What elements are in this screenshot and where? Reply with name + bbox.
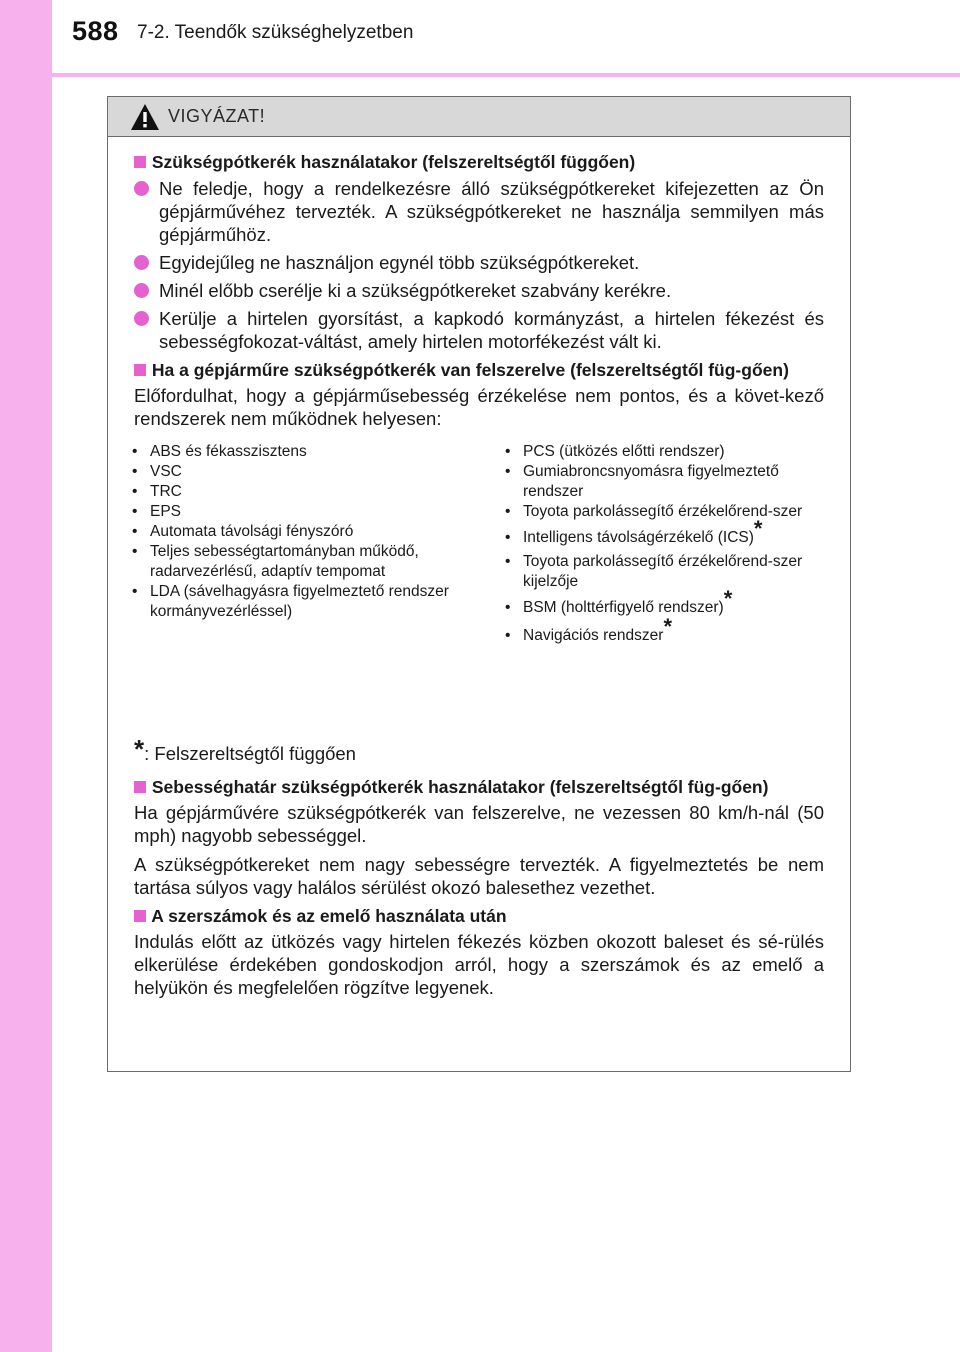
- round-bullet-icon: [134, 255, 149, 270]
- systems-list-left: [116, 442, 466, 622]
- square-bullet-icon: [134, 910, 146, 922]
- round-bullet-icon: [134, 283, 149, 298]
- section-heading: [134, 905, 824, 928]
- list-item: Kerülje a hirtelen gyorsítást, a kapkodó kormányzást, a hirtelen fékezést és sebességfokozat-váltást, amely hirtelen motorfékezést vált ki.: [134, 307, 824, 353]
- system-item: • Teljes sebességtartományban működő, radarvezérlésű, adaptív tempomat: [132, 543, 419, 580]
- list-item: Minél előbb cserélje ki a szükségpótkereket szabvány kerékre.: [134, 279, 824, 302]
- section-heading-text: Sebességhatár szükségpótkerék használatakor (felszereltségtől füg-gően): [151, 777, 769, 797]
- system-item: • Navigációs rendszer*: [505, 614, 672, 644]
- system-item: • VSC: [132, 463, 182, 480]
- warning-box: [107, 96, 851, 1072]
- list-item: Ne feledje, hogy a rendelkezésre álló szükségpótkereket kifejezetten az Ön gépjárművéhez tervezték. A szükségpótkereket ne használja semmilyen más gépjárműhöz.: [134, 177, 824, 246]
- section-heading-text: Ha a gépjárműre szükségpótkerék van felszerelve (felszereltségtől füg-gően): [151, 360, 789, 380]
- section-paragraph: Előfordulhat, hogy a gépjárműsebesség érzékelése nem pontos, és a követ-kező rendszerek nem működnek helyesen:: [134, 385, 824, 429]
- section-heading: [134, 151, 824, 174]
- warning-triangle-icon: [130, 103, 160, 131]
- section-title: 7-2. Teendők szükséghelyzetben: [137, 22, 414, 43]
- section-paragraph: A szükségpótkereket nem nagy sebességre tervezték. A figyelmeztetés be nem tartása súlyos vagy halálos sérülést okozó balesethez vezethet.: [134, 854, 824, 898]
- section-paragraph: Indulás előtt az ütközés vagy hirtelen fékezés közben okozott baleset és sé-rülés elkerülése érdekében gondoskodjon arról, hogy a szerszámok és az emelő a helyükön és megfelelően rögzítve legyenek.: [134, 931, 824, 998]
- section-paragraph: Ha gépjárművére szükségpótkerék van felszerelve, ne vezessen 80 km/h-nál (50 mph) nagyobb sebességgel.: [134, 802, 824, 846]
- round-bullet-icon: [134, 311, 149, 326]
- system-item: • Toyota parkolássegítő érzékelőrend-szer: [505, 503, 803, 520]
- footnote-asterisk: *: [723, 586, 733, 611]
- warning-header: [108, 97, 850, 137]
- system-item: • EPS: [132, 503, 182, 520]
- warning-content: [108, 151, 852, 999]
- system-item: • TRC: [132, 483, 182, 500]
- affected-systems-lists: [108, 442, 852, 742]
- system-item: • PCS (ütközés előtti rendszer): [505, 443, 725, 460]
- header-rule: [52, 73, 960, 77]
- system-item: • Intelligens távolságérzékelő (ICS)*: [505, 516, 763, 546]
- section-heading-text: Szükségpótkerék használatakor (felszereltségtől függően): [151, 152, 636, 172]
- section-heading: [134, 359, 824, 382]
- system-item: • ABS és fékasszisztens: [132, 443, 307, 460]
- warning-label: VIGYÁZAT!: [168, 106, 266, 126]
- footnote-asterisk: *: [663, 614, 672, 639]
- list-item: Egyidejűleg ne használjon egynél több szükségpótkereket.: [134, 251, 824, 274]
- system-item: • Automata távolsági fényszóró: [132, 523, 354, 540]
- round-bullet-icon: [134, 181, 149, 196]
- square-bullet-icon: [134, 781, 146, 793]
- side-color-bar: [0, 0, 52, 1352]
- system-item: • Toyota parkolássegítő érzékelőrend-szer kijelzője: [505, 553, 803, 590]
- system-item: • Gumiabroncsnyomásra figyelmeztető rendszer: [505, 463, 779, 500]
- square-bullet-icon: [134, 364, 146, 376]
- square-bullet-icon: [134, 156, 146, 168]
- section-heading-text: A szerszámok és az emelő használata után: [151, 906, 507, 926]
- footnote-asterisk: *: [134, 734, 145, 764]
- section-heading: [134, 776, 824, 799]
- systems-list-right: [489, 442, 839, 646]
- system-item: • BSM (holttérfigyelő rendszer)*: [505, 586, 733, 616]
- footnote-asterisk: *: [753, 516, 763, 541]
- page-number: 588: [72, 16, 119, 46]
- footnote: *: Felszereltségtől függően: [134, 734, 356, 764]
- system-item: • LDA (sávelhagyásra figyelmeztető rendszer kormányvezérléssel): [132, 583, 449, 620]
